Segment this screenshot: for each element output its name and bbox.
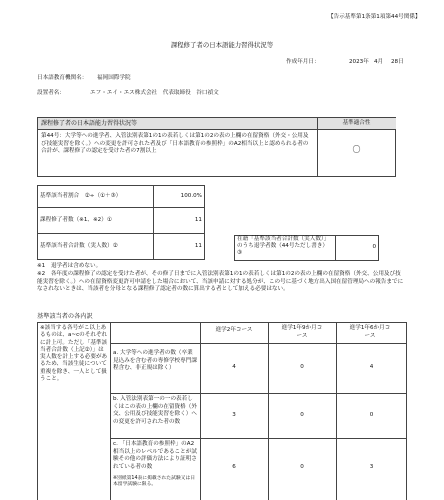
founder-label: 設置者名： bbox=[37, 90, 65, 96]
breakdown-label-divider bbox=[200, 322, 201, 500]
row-a-value-2year: 4 bbox=[232, 364, 236, 370]
column-header-1year6months: 進学1年6か月コース bbox=[349, 325, 391, 339]
row-a-value-1year6months: 4 bbox=[369, 364, 374, 370]
ratio-value: 100.0% bbox=[180, 193, 202, 199]
qualified-value: 11 bbox=[194, 243, 202, 249]
date-label: 作成年月日： bbox=[286, 59, 320, 65]
breakdown-row-divider-1 bbox=[110, 393, 407, 394]
document-title: 課程修了者の日本語能力習得状況等 bbox=[170, 41, 274, 49]
metrics-row-divider-2 bbox=[37, 233, 205, 234]
row-c-label: c. 「日本語教育の参照枠」のA2相当以上のレベルであることが試験その他の評価方法により証明されている者の数 bbox=[113, 441, 197, 470]
summary-divider bbox=[37, 129, 396, 130]
breakdown-title: 基準該当者の各内訳 bbox=[37, 313, 93, 320]
compliance-mark: 〇 bbox=[352, 145, 361, 154]
withdrawal-label: 在籍「基準該当者合計数（実人数）」のうち退学者数（44号ただし書き）③ bbox=[237, 236, 330, 256]
date-day: 28日 bbox=[391, 59, 404, 65]
date-month: 4月 bbox=[374, 59, 384, 65]
row-a-value-1year9months: 0 bbox=[300, 364, 304, 370]
breakdown-left-note: ※該当する各号がこ以上あるものは、a~cのそれぞれに計上可。ただし「基準該当者合計数（上記②）」は実人数を計上する必要があるため、当該生徒について重複を除き、一人として扱うこと。 bbox=[40, 325, 108, 382]
row-c-value-1year9months: 0 bbox=[300, 464, 304, 470]
row-c-value-1year6months: 3 bbox=[369, 464, 374, 470]
row-b-value-1year6months: 0 bbox=[369, 412, 374, 418]
note-2: ※2 各年度の課程修了の認定を受けた者が、その修了日までに入管法別表第1の1の表若しくは第1の2の表の上欄の在留資格（外交、公用及び技能実習を除く。）への在留資格変更許可申請をした場合において、当該申請に対する処分が、この号に基づく地方出入国在留管理局への報告までになされないときは、当該者を分母となる課程修了認定者の数に算出する者として加える必要はない。 bbox=[37, 271, 404, 293]
breakdown-header-divider bbox=[110, 343, 407, 344]
metrics-row-divider-1 bbox=[37, 207, 205, 208]
school-name: 福岡国際学院 bbox=[97, 75, 131, 81]
completers-label: 課程修了者数（※1、※2）① bbox=[40, 217, 112, 223]
date-year: 2023年 bbox=[349, 59, 369, 65]
breakdown-col-divider-2 bbox=[336, 322, 337, 500]
row-b-value-1year9months: 0 bbox=[300, 412, 304, 418]
row-b-label: b. 入管法別表第一の一の表若しくはこの表の上欄の在留資格（外交、公用及び技能実習を除く）への変更を許可された者の数 bbox=[113, 396, 197, 425]
summary-text: 第44号：大学等への進学者、入管法別表第1の1の表若しくは第1の2の表の上欄の在留資格（外交・公用及び技能実習を除く。）への変更を許可された者及び「日本語教育の参照枠」のA2相当以上と認められる者の合計が、課程修了の認定を受けた者の7割以上 bbox=[41, 133, 309, 155]
column-header-2year: 進学2年コース bbox=[215, 327, 253, 333]
note-1: ※1 退学者は含めない。 bbox=[37, 263, 102, 269]
breakdown-row-divider-2 bbox=[110, 438, 407, 439]
ratio-label: 基準該当者割合 ②÷（①＋③） bbox=[40, 193, 122, 199]
founder-name: エフ・エイ・エス株式会社 代表取締役 谷口禎文 bbox=[90, 90, 219, 96]
row-b-value-2year: 3 bbox=[232, 412, 236, 418]
summary-header-label: 課程修了者の日本語能力習得状況等 bbox=[41, 120, 138, 127]
compliance-header: 基準適合性 bbox=[342, 120, 371, 126]
school-label: 日本語教育機関名： bbox=[37, 75, 88, 81]
row-c-value-2year: 6 bbox=[232, 464, 236, 470]
row-a-label: a. 大学等への進学者の数（卒業見込みを含む者の専修学校専門課程含む、非正規は除く） bbox=[113, 350, 197, 372]
row-c-footnote: ※別紙第14表に掲載された試験又は日本留学試験に限る。 bbox=[113, 476, 196, 488]
column-header-1year9months: 進学1年9か月コース bbox=[281, 325, 323, 339]
notice-reference: 【告示基準第1条第1項第44号関係】 bbox=[328, 14, 421, 20]
breakdown-left-divider bbox=[110, 322, 111, 500]
breakdown-col-divider-1 bbox=[268, 322, 269, 500]
qualified-label: 基準該当者合計数（実人数）② bbox=[40, 243, 118, 249]
completers-value: 11 bbox=[194, 217, 202, 223]
withdrawal-value: 0 bbox=[372, 244, 376, 250]
